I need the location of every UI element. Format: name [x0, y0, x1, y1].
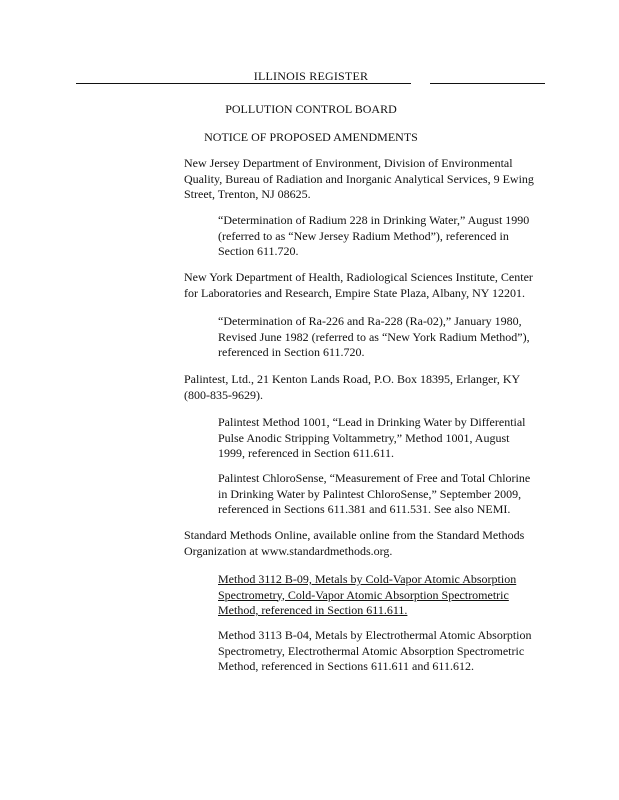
- header-rule-left: [76, 83, 411, 84]
- ref-new-jersey-radium: “Determination of Radium 228 in Drinking Water,” August 1990 (referred to as “New Jersey Radium Method”), referenced in Section 611.720.: [218, 213, 530, 258]
- org-palintest: Palintest, Ltd., 21 Kenton Lands Road, P.O. Box 18395, Erlanger, KY (800-835-9629).: [184, 372, 520, 402]
- register-title: ILLINOIS REGISTER: [253, 69, 369, 83]
- ref-method-3113: Method 3113 B-04, Metals by Electrothermal Atomic Absorption Spectrometry, Electrothermal Atomic Absorption Spectrometric Method, referenced in Sections 611.611 and 611.612.: [218, 628, 532, 673]
- ref-new-york-radium: “Determination of Ra-226 and Ra-228 (Ra-02),” January 1980, Revised June 1982 (referred to as “New York Radium Method”), referenced in Section 611.720.: [218, 314, 530, 359]
- ref-palintest-chlorosense: Palintest ChloroSense, “Measurement of Free and Total Chlorine in Drinking Water by Palintest ChloroSense,” September 2009, referenced in Sections 611.381 and 611.531. See also NEMI.: [218, 471, 531, 516]
- ref-palintest-1001: Palintest Method 1001, “Lead in Drinking Water by Differential Pulse Anodic Stripping Voltammetry,” Method 1001, August 1999, referenced in Section 611.611.: [218, 415, 526, 460]
- ref-method-3112: Method 3112 B-09, Metals by Cold-Vapor Atomic Absorption Spectrometry, Cold-Vapor Atomic Absorption Spectrometric Method, referenced in Section 611.611.: [218, 572, 517, 617]
- org-new-jersey: New Jersey Department of Environment, Division of Environmental Quality, Bureau of Radiation and Inorganic Analytical Services, 9 Ewing Street, Trenton, NJ 08625.: [184, 156, 534, 201]
- org-standard-methods: Standard Methods Online, available online from the Standard Methods Organization at www.standardmethods.org.: [184, 528, 525, 558]
- org-new-york: New York Department of Health, Radiological Sciences Institute, Center for Laboratories and Research, Empire State Plaza, Albany, NY 12201.: [184, 270, 533, 300]
- notice-title: NOTICE OF PROPOSED AMENDMENTS: [204, 130, 418, 144]
- header-rule-right: [430, 83, 545, 84]
- board-title: POLLUTION CONTROL BOARD: [225, 102, 397, 116]
